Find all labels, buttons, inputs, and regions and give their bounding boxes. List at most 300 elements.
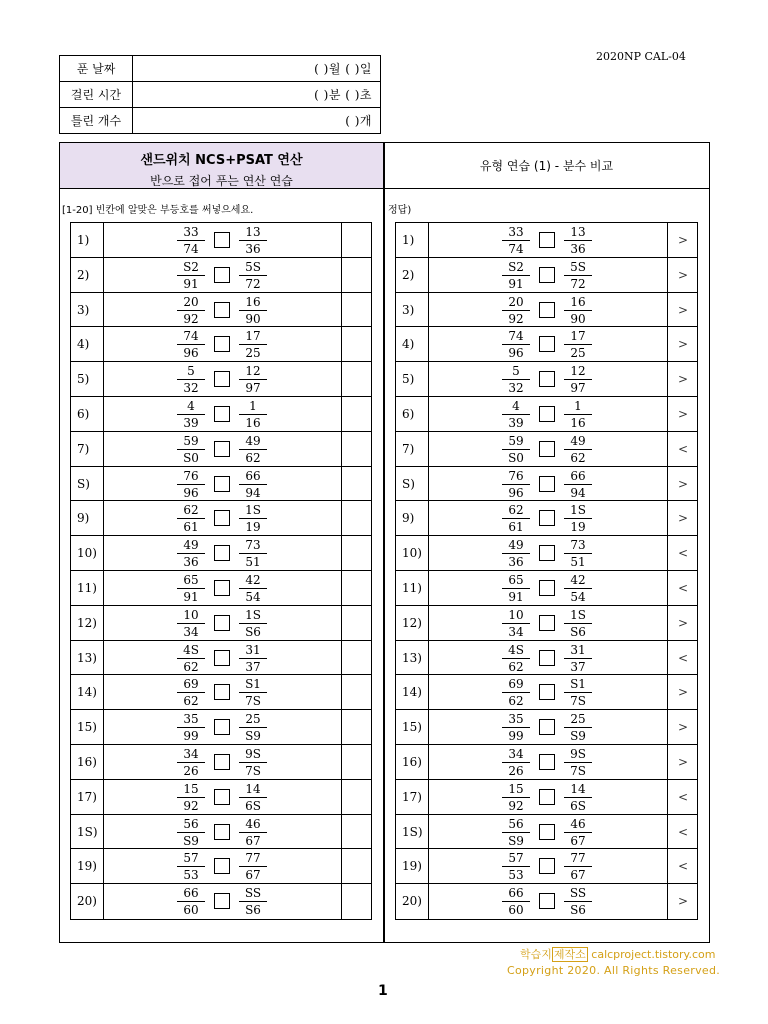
numerator: 65	[177, 573, 205, 589]
comparison-blank-box	[539, 267, 555, 283]
comparison-blank-box	[539, 545, 555, 561]
problem-row	[71, 327, 371, 362]
comparison-blank-box[interactable]	[214, 615, 230, 631]
left-fraction	[177, 747, 205, 778]
denominator: 7S	[245, 763, 261, 778]
numerator: S1	[239, 677, 267, 693]
left-fraction	[177, 399, 205, 430]
comparison-blank-box	[539, 371, 555, 387]
comparison-blank-box	[539, 754, 555, 770]
numerator: 1	[239, 399, 267, 415]
problem-number: 12)	[396, 606, 429, 640]
answer-sign: >	[667, 362, 698, 396]
problem-row	[71, 293, 371, 328]
left-fraction	[177, 538, 205, 569]
left-fraction	[502, 503, 530, 534]
denominator: 37	[570, 659, 586, 674]
problem-row	[71, 223, 371, 258]
answer-cell	[341, 223, 372, 257]
numerator: 62	[502, 503, 530, 519]
right-fraction	[239, 608, 267, 639]
denominator: 7S	[245, 694, 261, 709]
denominator: 36	[570, 242, 586, 256]
denominator: 16	[245, 415, 261, 430]
left-fraction	[177, 608, 205, 639]
left-fraction	[177, 225, 205, 256]
comparison-blank-box[interactable]	[214, 580, 230, 596]
denominator: 90	[245, 311, 261, 326]
denominator: 67	[570, 868, 586, 883]
left-fraction	[502, 851, 530, 882]
right-fraction	[564, 503, 592, 534]
denominator: 60	[508, 903, 524, 918]
problem-row	[71, 710, 371, 745]
problem-number: 4)	[71, 327, 104, 361]
comparison-blank-box[interactable]	[214, 754, 230, 770]
denominator: S0	[183, 450, 199, 465]
right-fraction	[564, 260, 592, 291]
answer-cell	[341, 884, 372, 919]
answer-row	[396, 780, 697, 815]
denominator: 7S	[570, 763, 586, 778]
denominator: 6S	[570, 798, 586, 813]
denominator: 61	[183, 520, 199, 535]
left-fraction	[177, 260, 205, 291]
problem-row	[71, 675, 371, 710]
answer-cell	[341, 710, 372, 744]
right-fraction	[239, 677, 267, 708]
comparison-blank-box	[539, 615, 555, 631]
problem-number: 17)	[396, 780, 429, 814]
left-fraction	[502, 329, 530, 360]
comparison-blank-box[interactable]	[214, 336, 230, 352]
problem-row	[71, 815, 371, 850]
problem-number: 1)	[71, 223, 104, 257]
left-fraction	[502, 225, 530, 256]
right-fraction	[564, 399, 592, 430]
footer-copyright: Copyright 2020. All Rights Reserved.	[507, 964, 721, 977]
answer-sign: <	[667, 571, 698, 605]
numerator: 56	[177, 817, 205, 833]
denominator: 90	[570, 311, 586, 326]
numerator: 9S	[564, 747, 592, 763]
answer-cell	[341, 293, 372, 327]
page-number: 1	[378, 983, 388, 999]
denominator: 36	[245, 242, 261, 256]
denominator: 96	[183, 346, 199, 361]
answer-sign: >	[667, 258, 698, 292]
left-fraction	[177, 295, 205, 326]
numerator: 49	[239, 434, 267, 450]
worksheet-title: 샌드위치 NCS+PSAT 연산	[140, 153, 303, 168]
right-fraction	[239, 399, 267, 430]
denominator: 60	[183, 903, 199, 918]
numerator: S1	[564, 677, 592, 693]
comparison-blank-box[interactable]	[214, 476, 230, 492]
denominator: 34	[508, 624, 524, 639]
denominator: S9	[508, 833, 524, 848]
info-label: 틀린 개수	[60, 108, 133, 134]
comparison-blank-box[interactable]	[214, 545, 230, 561]
denominator: 62	[570, 450, 586, 465]
comparison-blank-box[interactable]	[214, 650, 230, 666]
denominator: S6	[245, 624, 261, 639]
info-row-wrong	[60, 108, 381, 134]
left-fraction	[502, 608, 530, 639]
answer-row	[396, 432, 697, 467]
problem-number: 19)	[396, 849, 429, 883]
left-fraction	[502, 399, 530, 430]
numerator: 76	[502, 469, 530, 485]
numerator: 4	[177, 399, 205, 415]
footer-url[interactable]: calcproject.tistory.com	[587, 948, 716, 961]
denominator: 39	[508, 415, 524, 430]
denominator: 25	[570, 346, 586, 361]
answer-sign: <	[667, 536, 698, 570]
denominator: 54	[245, 589, 261, 604]
answer-row	[396, 675, 697, 710]
numerator: 73	[564, 538, 592, 554]
left-fraction	[502, 573, 530, 604]
numerator: 59	[502, 434, 530, 450]
problem-number: 10)	[71, 536, 104, 570]
denominator: 91	[183, 589, 199, 604]
comparison-blank-box[interactable]	[214, 824, 230, 840]
numerator: 1S	[564, 503, 592, 519]
problem-number: 10)	[396, 536, 429, 570]
denominator: 25	[245, 346, 261, 361]
comparison-blank-box[interactable]	[214, 684, 230, 700]
problem-number: 9)	[71, 501, 104, 535]
answer-label: 정답)	[388, 205, 412, 216]
numerator: 17	[564, 329, 592, 345]
answer-table	[395, 222, 698, 920]
answer-row	[396, 362, 697, 397]
numerator: 57	[502, 851, 530, 867]
denominator: 53	[508, 868, 524, 883]
answer-sign: >	[667, 745, 698, 779]
denominator: 91	[508, 589, 524, 604]
left-fraction	[177, 712, 205, 743]
comparison-blank-box[interactable]	[214, 510, 230, 526]
left-fraction	[502, 782, 530, 813]
denominator: 97	[570, 381, 586, 396]
problem-row	[71, 745, 371, 780]
answer-cell	[341, 327, 372, 361]
numerator: 4S	[177, 643, 205, 659]
info-label: 푼 날짜	[60, 56, 133, 82]
comparison-blank-box	[539, 684, 555, 700]
problem-number: 1S)	[396, 815, 429, 849]
comparison-blank-box[interactable]	[214, 406, 230, 422]
denominator: 62	[183, 659, 199, 674]
comparison-blank-box[interactable]	[214, 789, 230, 805]
denominator: 62	[508, 694, 524, 709]
left-fraction	[177, 469, 205, 500]
numerator: 12	[564, 364, 592, 380]
right-fraction	[239, 573, 267, 604]
answer-sign: <	[667, 815, 698, 849]
numerator: 20	[502, 295, 530, 311]
right-fraction	[564, 712, 592, 743]
answer-cell	[341, 397, 372, 431]
right-fraction	[564, 573, 592, 604]
denominator: 61	[508, 520, 524, 535]
answer-sign: >	[667, 327, 698, 361]
denominator: 19	[570, 520, 586, 535]
comparison-blank-box[interactable]	[214, 232, 230, 248]
denominator: 67	[570, 833, 586, 848]
numerator: 34	[502, 747, 530, 763]
left-fraction	[502, 434, 530, 465]
denominator: 51	[570, 555, 586, 570]
problem-number: 20)	[396, 884, 429, 919]
right-fraction	[239, 747, 267, 778]
answer-row	[396, 223, 697, 258]
numerator: 25	[564, 712, 592, 728]
comparison-blank-box	[539, 476, 555, 492]
problem-row	[71, 432, 371, 467]
numerator: 77	[239, 851, 267, 867]
denominator: 62	[508, 659, 524, 674]
denominator: 32	[183, 381, 199, 396]
numerator: 15	[177, 782, 205, 798]
right-fraction	[239, 782, 267, 813]
denominator: 32	[508, 381, 524, 396]
numerator: 14	[564, 782, 592, 798]
numerator: 33	[502, 225, 530, 241]
numerator: S2	[502, 260, 530, 276]
comparison-blank-box[interactable]	[214, 893, 230, 909]
numerator: 66	[502, 886, 530, 902]
answer-row	[396, 571, 697, 606]
answer-cell	[341, 780, 372, 814]
answer-sign: >	[667, 606, 698, 640]
problem-number: 7)	[71, 432, 104, 466]
problem-row	[71, 362, 371, 397]
denominator: S9	[245, 729, 261, 744]
right-fraction	[564, 782, 592, 813]
answer-row	[396, 641, 697, 676]
problem-number: 11)	[71, 571, 104, 605]
problem-number: 13)	[396, 641, 429, 675]
title-block	[59, 142, 384, 189]
denominator: 99	[508, 729, 524, 744]
numerator: 74	[502, 329, 530, 345]
problem-number: 11)	[396, 571, 429, 605]
info-value: ( )월 ( )일	[133, 56, 381, 82]
left-fraction	[177, 434, 205, 465]
left-fraction	[502, 260, 530, 291]
numerator: 65	[502, 573, 530, 589]
right-fraction	[239, 538, 267, 569]
comparison-blank-box	[539, 789, 555, 805]
answer-row	[396, 293, 697, 328]
denominator: S6	[245, 903, 261, 918]
problem-number: 12)	[71, 606, 104, 640]
denominator: 37	[245, 659, 261, 674]
answer-row	[396, 327, 697, 362]
comparison-blank-box[interactable]	[214, 302, 230, 318]
numerator: 17	[239, 329, 267, 345]
answer-row	[396, 815, 697, 850]
denominator: 26	[183, 763, 199, 778]
right-fraction	[564, 677, 592, 708]
right-fraction	[564, 817, 592, 848]
problem-row	[71, 571, 371, 606]
answer-row	[396, 501, 697, 536]
right-fraction	[564, 364, 592, 395]
answer-cell	[341, 849, 372, 883]
problem-row	[71, 467, 371, 502]
numerator: 46	[239, 817, 267, 833]
denominator: 94	[570, 485, 586, 500]
left-fraction	[502, 538, 530, 569]
left-fraction	[177, 851, 205, 882]
answer-cell	[341, 432, 372, 466]
denominator: 92	[183, 311, 199, 326]
denominator: 67	[245, 868, 261, 883]
problem-number: 3)	[71, 293, 104, 327]
numerator: 1	[564, 399, 592, 415]
numerator: 66	[239, 469, 267, 485]
answer-row	[396, 258, 697, 293]
right-fraction	[239, 364, 267, 395]
problem-number: 15)	[396, 710, 429, 744]
answer-sign: >	[667, 397, 698, 431]
problem-number: 17)	[71, 780, 104, 814]
denominator: S0	[508, 450, 524, 465]
answer-cell	[341, 675, 372, 709]
info-value: ( )분 ( )초	[133, 82, 381, 108]
left-fraction	[502, 886, 530, 917]
numerator: 49	[502, 538, 530, 554]
numerator: 31	[239, 643, 267, 659]
problem-number: 7)	[396, 432, 429, 466]
answer-sign: >	[667, 467, 698, 501]
comparison-blank-box[interactable]	[214, 441, 230, 457]
denominator: 39	[183, 415, 199, 430]
numerator: 5S	[239, 260, 267, 276]
numerator: 62	[177, 503, 205, 519]
left-fraction	[502, 747, 530, 778]
right-fraction	[564, 747, 592, 778]
problem-number: 14)	[396, 675, 429, 709]
problem-number: 5)	[71, 362, 104, 396]
problem-number: 9)	[396, 501, 429, 535]
comparison-blank-box[interactable]	[214, 858, 230, 874]
info-value: ( )개	[133, 108, 381, 134]
problem-number: 1S)	[71, 815, 104, 849]
problem-row	[71, 849, 371, 884]
problem-number: 4)	[396, 327, 429, 361]
comparison-blank-box	[539, 510, 555, 526]
comparison-blank-box	[539, 650, 555, 666]
answer-cell	[341, 536, 372, 570]
left-fraction	[177, 329, 205, 360]
answer-row	[396, 745, 697, 780]
problem-number: 6)	[396, 397, 429, 431]
problem-row	[71, 606, 371, 641]
problem-number: 15)	[71, 710, 104, 744]
answer-sign: >	[667, 293, 698, 327]
footer-brand-prefix: 학습지	[520, 948, 552, 961]
answer-cell	[341, 571, 372, 605]
numerator: 4	[502, 399, 530, 415]
problem-number: 1)	[396, 223, 429, 257]
numerator: 31	[564, 643, 592, 659]
numerator: 57	[177, 851, 205, 867]
problem-number: 20)	[71, 884, 104, 919]
left-fraction	[502, 817, 530, 848]
right-fraction	[239, 295, 267, 326]
right-fraction	[239, 434, 267, 465]
numerator: 5	[502, 364, 530, 380]
numerator: S2	[177, 260, 205, 276]
comparison-blank-box[interactable]	[214, 719, 230, 735]
denominator: 54	[570, 589, 586, 604]
answer-row	[396, 397, 697, 432]
answer-row	[396, 710, 697, 745]
problem-row	[71, 536, 371, 571]
denominator: 67	[245, 833, 261, 848]
numerator: SS	[564, 886, 592, 902]
comparison-blank-box[interactable]	[214, 267, 230, 283]
answer-sign: <	[667, 849, 698, 883]
right-fraction	[239, 329, 267, 360]
denominator: 91	[183, 276, 199, 291]
comparison-blank-box[interactable]	[214, 371, 230, 387]
comparison-blank-box	[539, 302, 555, 318]
left-fraction	[502, 364, 530, 395]
numerator: 20	[177, 295, 205, 311]
answer-cell	[341, 362, 372, 396]
numerator: 42	[239, 573, 267, 589]
numerator: SS	[239, 886, 267, 902]
denominator: 74	[508, 242, 524, 256]
answer-sign: >	[667, 223, 698, 257]
numerator: 10	[502, 608, 530, 624]
answer-row	[396, 849, 697, 884]
answer-sign: <	[667, 432, 698, 466]
answer-sign: <	[667, 641, 698, 675]
left-fraction	[177, 886, 205, 917]
right-fraction	[564, 469, 592, 500]
denominator: 92	[508, 311, 524, 326]
numerator: 4S	[502, 643, 530, 659]
numerator: 76	[177, 469, 205, 485]
left-fraction	[177, 503, 205, 534]
denominator: 96	[508, 485, 524, 500]
numerator: 15	[502, 782, 530, 798]
denominator: 16	[570, 415, 586, 430]
denominator: 72	[245, 276, 261, 291]
denominator: 26	[508, 763, 524, 778]
numerator: 49	[177, 538, 205, 554]
answer-cell	[341, 815, 372, 849]
problem-number: 13)	[71, 641, 104, 675]
answer-cell	[341, 606, 372, 640]
problem-number: 16)	[396, 745, 429, 779]
denominator: 94	[245, 485, 261, 500]
numerator: 12	[239, 364, 267, 380]
denominator: 62	[245, 450, 261, 465]
numerator: 49	[564, 434, 592, 450]
numerator: 59	[177, 434, 205, 450]
answer-row	[396, 884, 697, 919]
numerator: 9S	[239, 747, 267, 763]
denominator: S9	[570, 729, 586, 744]
